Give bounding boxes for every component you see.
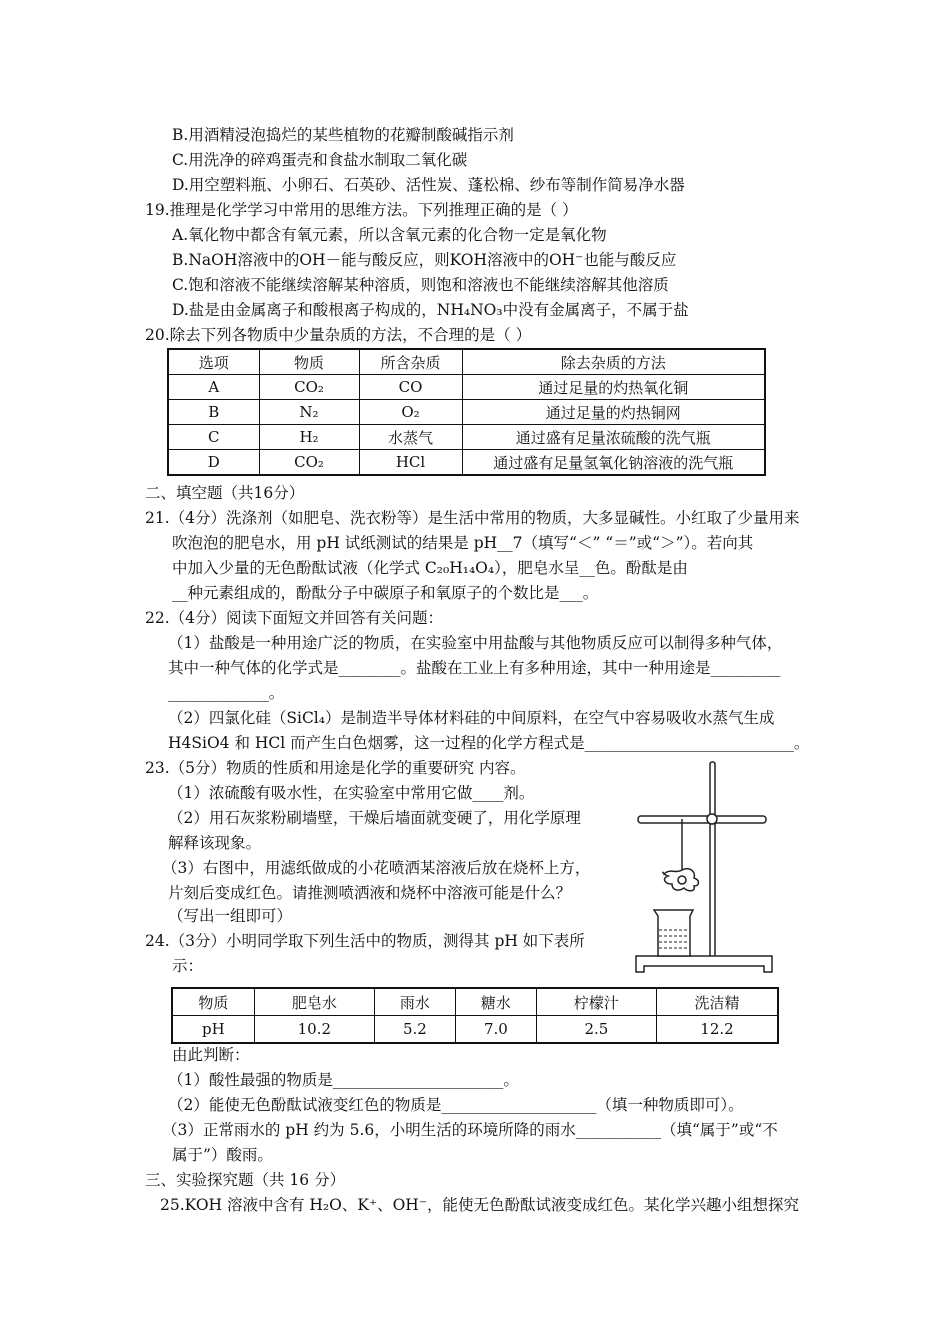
table-cell: 通过足量的灼热铜网 [462,400,765,425]
table-cell: N₂ [259,400,359,425]
q24-line: （2）能使无色酚酞试液变红色的物质是____________________（填一种物质即可）。 [168,1096,744,1114]
q22-line: （1）盐酸是一种用途广泛的物质，在实验室中用盐酸与其他物质反应可以制得多种气体， [168,634,783,652]
table-cell: 通过盛有足量浓硫酸的洗气瓶 [462,425,765,450]
table-header: 选项 [168,349,259,375]
table-row [172,1016,778,1044]
q24-line: （1）酸性最强的物质是______________________。 [168,1071,519,1089]
table-cell: A [168,375,259,400]
q21-line: 21.（4分）洗涤剂（如肥皂、洗衣粉等）是生活中常用的物质，大多显碱性。小红取了少量用来 [145,509,800,527]
table-cell: CO [359,375,462,400]
q19-option-b: B.NaOH溶液中的OH－能与酸反应，则KOH溶液中的OH⁻也能与酸反应 [172,251,677,269]
q23-line: 23.（5分）物质的性质和用途是化学的重要研究 内容。 [145,759,526,777]
q19-option-a: A.氧化物中都含有氧元素，所以含氧元素的化合物一定是氧化物 [172,226,607,244]
q19-option-c: C.饱和溶液不能继续溶解某种溶质，则饱和溶液也不能继续溶解其他溶质 [172,276,669,294]
q23-line: （2）用石灰浆粉刷墙壁，干燥后墙面就变硬了，用化学原理 [168,809,581,827]
iron-stand-apparatus-figure [630,758,780,980]
table-header-row [172,988,778,1016]
table-header: 洗洁精 [657,988,779,1016]
table-header: 物质 [259,349,359,375]
table-cell: pH [172,1016,254,1044]
q19-stem: 19.推理是化学学习中常用的思维方法。下列推理正确的是（ ） [145,201,578,219]
table-cell: CO₂ [259,375,359,400]
q18-option-b: B.用酒精浸泡捣烂的某些植物的花瓣制酸碱指示剂 [172,126,514,144]
q24-line: 由此判断： [172,1046,250,1064]
q22-line: 22.（4分）阅读下面短文并回答有关问题： [145,609,444,627]
q18-option-c: C.用洗净的碎鸡蛋壳和食盐水制取二氧化碳 [172,151,468,169]
table-row [168,425,765,450]
table-cell: 12.2 [657,1016,779,1044]
q25-line: 25.KOH 溶液中含有 H₂O、K⁺、OH⁻，能使无色酚酞试液变成红色。某化学兴趣小组想探究 [160,1196,799,1214]
table-cell: O₂ [359,400,462,425]
q24-line: （3）正常雨水的 pH 约为 5.6，小明生活的环境所降的雨水___________（填“属于”或“不 [162,1121,778,1139]
table-row [168,450,765,476]
table-cell: 2.5 [536,1016,656,1044]
q21-line: __种元素组成的，酚酞分子中碳原子和氧原子的个数比是___。 [172,584,599,602]
table-header: 柠檬汁 [536,988,656,1016]
q23-line: 解释该现象。 [168,834,262,852]
table-header: 雨水 [374,988,455,1016]
q24-line: 示： [172,957,204,975]
ph-table [171,987,779,1044]
q22-line: （2）四氯化硅（SiCl₄）是制造半导体材料硅的中间原料，在空气中容易吸收水蒸气生成 [168,709,775,727]
table-cell: 7.0 [455,1016,536,1044]
q22-line: 其中一种气体的化学式是________。盐酸在工业上有多种用途，其中一种用途是_________ [168,659,781,677]
table-cell: 水蒸气 [359,425,462,450]
q18-option-d: D.用空塑料瓶、小卵石、石英砂、活性炭、蓬松棉、纱布等制作简易净水器 [172,176,685,194]
q20-table [167,348,766,476]
q20-stem: 20.除去下列各物质中少量杂质的方法，不合理的是（ ） [145,326,532,344]
table-cell: HCl [359,450,462,476]
q21-line: 吹泡泡的肥皂水，用 pH 试纸测试的结果是 pH__7（填写“＜” “＝”或“＞”）。若向其 [172,534,754,552]
q21-line: 中加入少量的无色酚酞试液（化学式 C₂₀H₁₄O₄），肥皂水呈__色。酚酞是由 [172,559,688,577]
table-row [168,400,765,425]
section-2-heading: 二、填空题（共16分） [145,484,305,502]
table-header: 糖水 [455,988,536,1016]
q24-line: 24.（3分）小明同学取下列生活中的物质，测得其 pH 如下表所 [145,932,585,950]
table-cell: 通过盛有足量氢氧化钠溶液的洗气瓶 [462,450,765,476]
q22-line: H4SiO4 和 HCl 而产生白色烟雾，这一过程的化学方程式是___________________________。 [168,734,810,752]
table-header-row [168,349,765,375]
table-header: 物质 [172,988,254,1016]
table-cell: CO₂ [259,450,359,476]
table-header: 除去杂质的方法 [462,349,765,375]
table-cell: B [168,400,259,425]
table-header: 所含杂质 [359,349,462,375]
q23-line: 片刻后变成红色。请推测喷洒液和烧杯中溶液可能是什么？ [168,884,572,902]
table-row [168,375,765,400]
table-cell: 通过足量的灼热氧化铜 [462,375,765,400]
q19-option-d: D.盐是由金属离子和酸根离子构成的，NH₄NO₃中没有金属离子，不属于盐 [172,301,689,319]
table-cell: C [168,425,259,450]
q24-line: 属于”）酸雨。 [172,1146,273,1164]
table-header: 肥皂水 [254,988,374,1016]
table-cell: D [168,450,259,476]
section-3-heading: 三、实验探究题（共 16 分） [145,1171,346,1189]
q23-line: （1）浓硫酸有吸水性，在实验室中常用它做____剂。 [168,784,535,802]
q23-line: （写出一组即可） [168,907,293,925]
table-cell: H₂ [259,425,359,450]
q22-line: _____________。 [168,684,285,702]
q23-line: （3）右图中，用滤纸做成的小花喷洒某溶液后放在烧杯上方， [162,859,591,877]
table-cell: 5.2 [374,1016,455,1044]
table-cell: 10.2 [254,1016,374,1044]
